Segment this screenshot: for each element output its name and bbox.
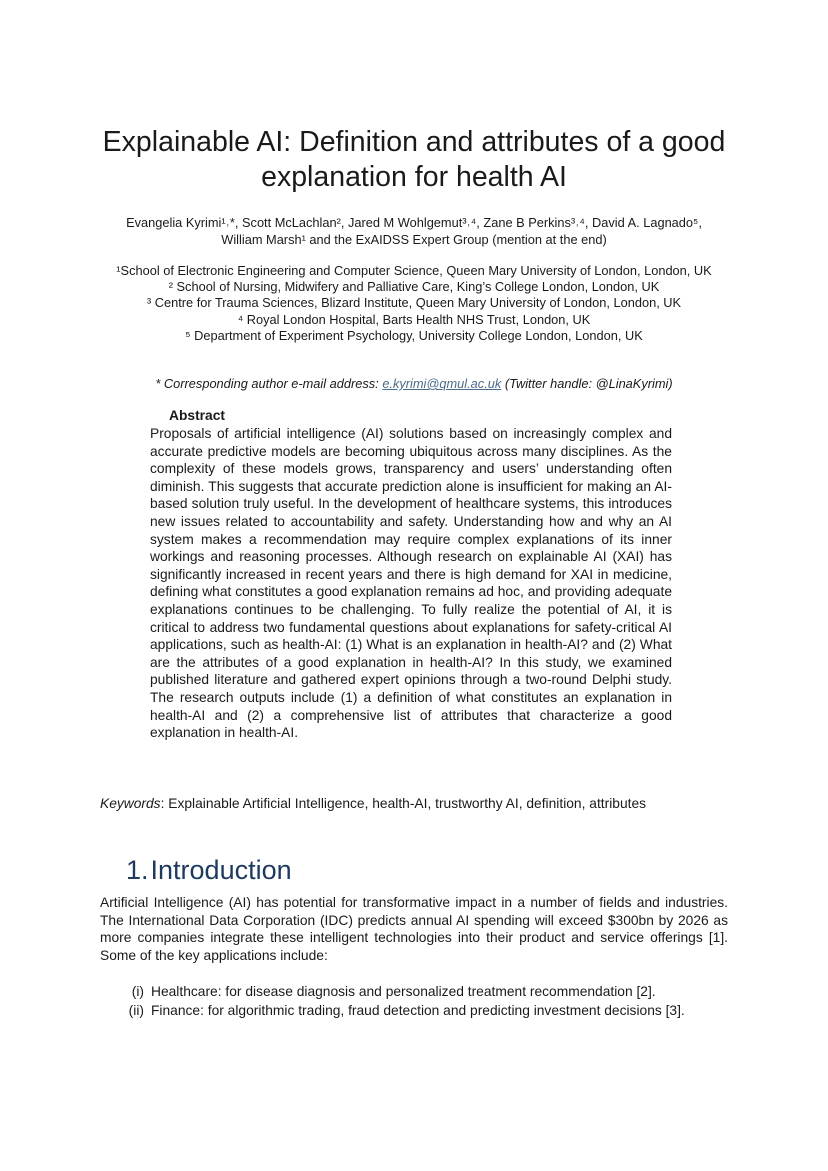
list-marker: (ii) — [128, 1002, 144, 1018]
abstract-heading: Abstract — [169, 408, 225, 423]
section-number: 1. — [126, 855, 149, 885]
author-line-1: Evangelia Kyrimi¹˒*, Scott McLachlan², Jared M Wohlgemut³˒⁴, Zane B Perkins³˒⁴, David A. Lagnado⁵, — [126, 215, 702, 230]
list-item-text: Finance: for algorithmic trading, fraud detection and predicting investment decisions [3]. — [151, 1002, 685, 1018]
keywords-label: Keywords — [100, 796, 161, 811]
paper-title: Explainable AI: Definition and attributes of a good explanation for health AI — [102, 126, 726, 193]
affiliation-2: ² School of Nursing, Midwifery and Palliative Care, King’s College London, London, UK — [168, 279, 660, 295]
affiliation-3: ³ Centre for Trauma Sciences, Blizard Institute, Queen Mary University of London, London, UK — [146, 295, 682, 311]
list-item — [100, 983, 728, 1001]
intro-paragraph: Artificial Intelligence (AI) has potential for transformative impact in a number of fields and industries. The International Data Corporation (IDC) predicts annual AI spending will exceed $300bn by 2026 as more companies integrate these intelligent technologies into their product and service offerings [1]. Some of the key applications include: — [100, 895, 728, 963]
corresponding-email-link[interactable]: e.kyrimi@qmul.ac.uk — [382, 376, 502, 391]
affiliation-list — [90, 263, 738, 344]
section-title: Introduction — [150, 855, 292, 885]
abstract-body: Proposals of artificial intelligence (AI) solutions based on increasingly complex and accurate predictive models are becoming ubiquitous across many disciplines. As the complexity of these models grows, transparency and users’ understanding often diminish. This suggests that accurate prediction alone is insufficient for making an AI-based solution truly useful. In the development of healthcare systems, this introduces new issues related to accountability and safety. Understanding how and why an AI system makes a recommendation may require complex explanations of its inner workings and reasoning processes. Although research on explainable AI (XAI) has significantly increased in recent years and there is high demand for XAI in medicine, defining what constitutes a good explanation remains ad hoc, and providing adequate explanations continues to be challenging. To fully realize the potential of AI, it is critical to address two fundamental questions about explanations for safety-critical AI applications, such as health-AI: (1) What is an explanation in health-AI? and (2) What are the attributes of a good explanation in health-AI? In this study, we examined published literature and gathered expert opinions through a two-round Delphi study. The research outputs include (1) a definition of what constitutes an explanation in health-AI and (2) a comprehensive list of attributes that characterize a good explanation in health-AI. — [150, 426, 672, 741]
list-item — [100, 1002, 728, 1020]
keywords — [100, 795, 672, 813]
affiliation-1: ¹School of Electronic Engineering and Computer Science, Queen Mary University of London, London, UK — [116, 263, 712, 278]
corresponding-author — [80, 375, 748, 392]
keywords-text: : Explainable Artificial Intelligence, health-AI, trustworthy AI, definition, attributes — [160, 796, 647, 811]
affiliation-4: ⁴ Royal London Hospital, Barts Health NHS Trust, London, UK — [237, 311, 591, 327]
author-list — [80, 214, 748, 248]
applications-list — [100, 983, 728, 1020]
list-marker: (i) — [131, 984, 144, 999]
corresponding-prefix: * Corresponding author e-mail address: — [155, 376, 383, 391]
section-heading-introduction — [126, 852, 292, 888]
affiliation-5: ⁵ Department of Experiment Psychology, University College London, London, UK — [185, 327, 643, 343]
list-item-text: Healthcare: for disease diagnosis and personalized treatment recommendation [2]. — [151, 984, 656, 999]
corresponding-suffix: (Twitter handle: @LinaKyrimi) — [501, 376, 673, 391]
author-line-2: William Marsh¹ and the ExAIDSS Expert Group (mention at the end) — [221, 232, 607, 247]
